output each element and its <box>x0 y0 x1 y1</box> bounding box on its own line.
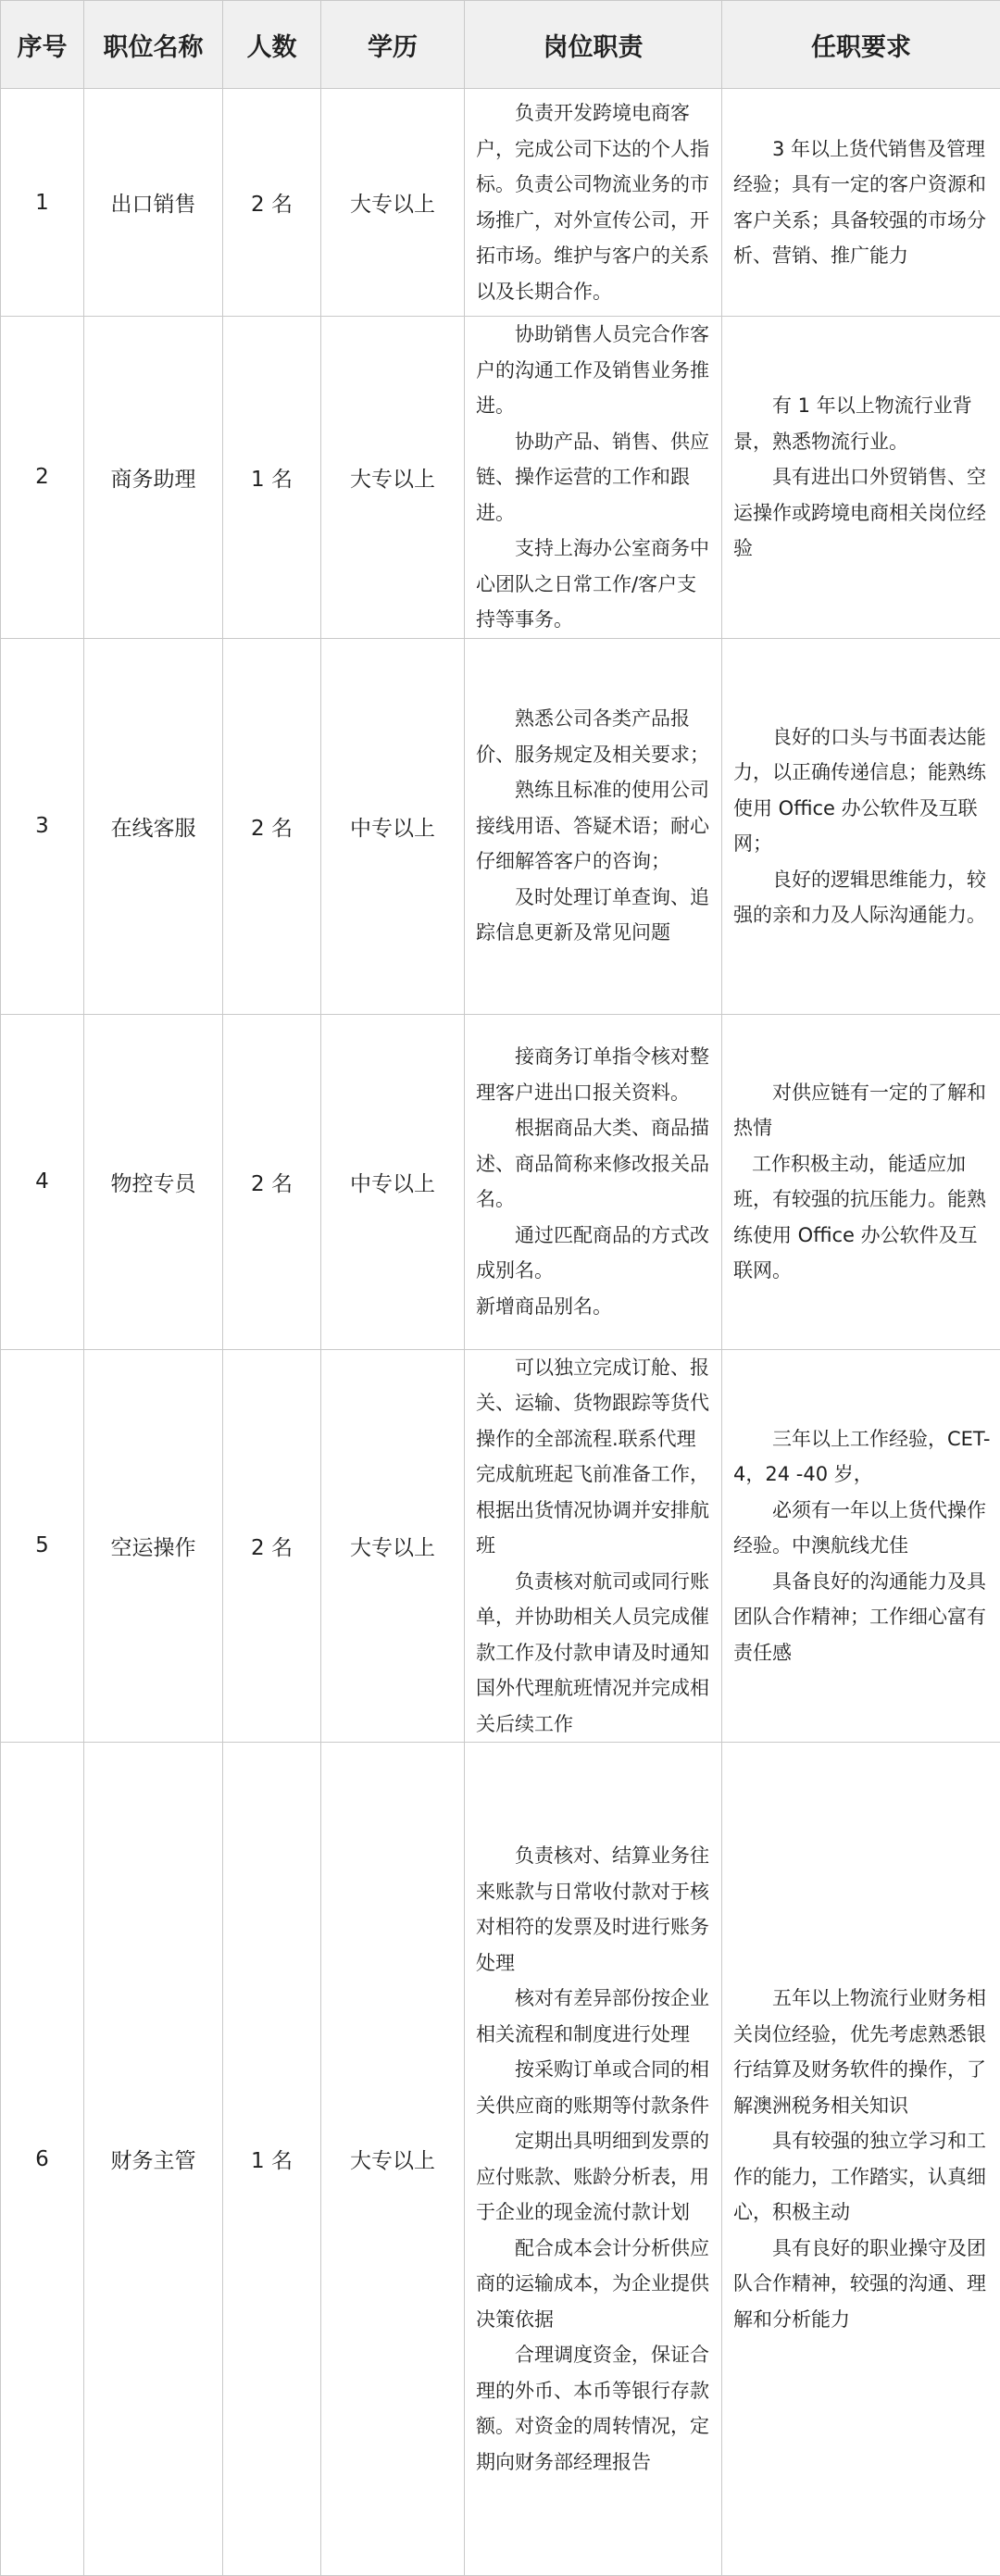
duties-cell <box>465 317 722 639</box>
duty-line: 可以独立完成订舱、报关、运输、货物跟踪等货代操作的全部流程.联系代理完成航班起飞前准备工作，根据出货情况协调并安排航班 <box>476 1350 712 1564</box>
duty-line: 定期出具明细到发票的应付账款、账龄分析表，用于企业的现金流付款计划 <box>476 2123 712 2231</box>
duty-line: 负责核对航司或同行账单，并协助相关人员完成催款工作及付款申请及时通知国外代理航班情况并完成相关后续工作 <box>476 1564 712 1743</box>
education: 大专以上 <box>321 89 465 317</box>
requirement-line: 良好的逻辑思维能力，较强的亲和力及人际沟通能力。 <box>733 862 991 933</box>
header-no: 序号 <box>1 1 84 89</box>
job-title: 商务助理 <box>84 317 223 639</box>
requirement-line: 具有较强的独立学习和工作的能力，工作踏实，认真细心，积极主动 <box>733 2123 991 2231</box>
education: 大专以上 <box>321 1349 465 1743</box>
duty-line: 根据商品大类、商品描述、商品简称来修改报关品名。 <box>476 1110 712 1218</box>
header-education: 学历 <box>321 1 465 89</box>
row-number: 5 <box>1 1349 84 1743</box>
duty-line: 按采购订单或合同的相关供应商的账期等付款条件 <box>476 2052 712 2123</box>
requirement-line: 具有良好的职业操守及团队合作精神，较强的沟通、理解和分析能力 <box>733 2231 991 2338</box>
header-requirements: 任职要求 <box>722 1 1000 89</box>
row-number: 3 <box>1 638 84 1014</box>
job-title: 在线客服 <box>84 638 223 1014</box>
duty-line: 合理调度资金，保证合理的外币、本币等银行存款额。对资金的周转情况，定期向财务部经理报告 <box>476 2337 712 2480</box>
duties-cell <box>465 638 722 1014</box>
header-row <box>1 1 1000 89</box>
duty-line: 负责核对、结算业务往来账款与日常收付款对于核对相符的发票及时进行账务处理 <box>476 1838 712 1981</box>
row-number: 6 <box>1 1743 84 2576</box>
table-row <box>1 1014 1000 1349</box>
duty-line: 新增商品别名。 <box>476 1289 712 1325</box>
header-title: 职位名称 <box>84 1 223 89</box>
headcount: 2 名 <box>223 638 321 1014</box>
table-row <box>1 89 1000 317</box>
requirements-cell <box>722 317 1000 639</box>
headcount: 2 名 <box>223 1349 321 1743</box>
requirement-line: 对供应链有一定的了解和热情 <box>733 1075 991 1146</box>
education: 中专以上 <box>321 1014 465 1349</box>
table-row <box>1 1743 1000 2576</box>
job-title: 空运操作 <box>84 1349 223 1743</box>
duty-line: 核对有差异部份按企业相关流程和制度进行处理 <box>476 1981 712 2052</box>
duty-line: 接商务订单指令核对整理客户进出口报关资料。 <box>476 1039 712 1110</box>
duty-line: 熟练且标准的使用公司接线用语、答疑术语；耐心仔细解答客户的咨询； <box>476 772 712 880</box>
row-number: 2 <box>1 317 84 639</box>
headcount: 2 名 <box>223 89 321 317</box>
duties-cell <box>465 1014 722 1349</box>
header-duties: 岗位职责 <box>465 1 722 89</box>
duty-line: 协助销售人员完合作客户的沟通工作及销售业务推进。 <box>476 317 712 424</box>
duty-line: 负责开发跨境电商客户，完成公司下达的个人指标。负责公司物流业务的市场推广，对外宣传公司，开拓市场。维护与客户的关系以及长期合作。 <box>476 95 712 309</box>
requirement-line: 有 1 年以上物流行业背景，熟悉物流行业。 <box>733 388 991 459</box>
duty-line: 配合成本会计分析供应商的运输成本，为企业提供决策依据 <box>476 2231 712 2338</box>
requirement-line: 良好的口头与书面表达能力，以正确传递信息；能熟练使用 Office 办公软件及互联网； <box>733 719 991 862</box>
requirement-line: 具备良好的沟通能力及具团队合作精神；工作细心富有责任感 <box>733 1564 991 1671</box>
header-count: 人数 <box>223 1 321 89</box>
requirements-cell <box>722 89 1000 317</box>
headcount: 1 名 <box>223 317 321 639</box>
duty-line: 及时处理订单查询、追踪信息更新及常见问题 <box>476 880 712 951</box>
education: 中专以上 <box>321 638 465 1014</box>
table-row <box>1 1349 1000 1743</box>
requirement-line: 3 年以上货代销售及管理经验；具有一定的客户资源和客户关系；具备较强的市场分析、营销、推广能力 <box>733 131 991 274</box>
education: 大专以上 <box>321 317 465 639</box>
duty-line: 协助产品、销售、供应链、操作运营的工作和跟进。 <box>476 424 712 531</box>
requirement-line: 五年以上物流行业财务相关岗位经验，优先考虑熟悉银行结算及财务软件的操作，了解澳洲税务相关知识 <box>733 1981 991 2123</box>
table-row <box>1 638 1000 1014</box>
headcount: 2 名 <box>223 1014 321 1349</box>
job-title: 财务主管 <box>84 1743 223 2576</box>
requirements-cell <box>722 638 1000 1014</box>
duty-line: 熟悉公司各类产品报价、服务规定及相关要求； <box>476 701 712 772</box>
requirement-line: 工作积极主动，能适应加班，有较强的抗压能力。能熟练使用 Office 办公软件及互联网。 <box>733 1146 991 1289</box>
requirement-line: 具有进出口外贸销售、空运操作或跨境电商相关岗位经验 <box>733 459 991 567</box>
row-number: 4 <box>1 1014 84 1349</box>
job-title: 物控专员 <box>84 1014 223 1349</box>
requirements-cell <box>722 1349 1000 1743</box>
requirement-line: 必须有一年以上货代操作经验。中澳航线尤佳 <box>733 1493 991 1564</box>
requirements-cell <box>722 1014 1000 1349</box>
headcount: 1 名 <box>223 1743 321 2576</box>
table-row <box>1 317 1000 639</box>
education: 大专以上 <box>321 1743 465 2576</box>
duty-line: 支持上海办公室商务中心团队之日常工作/客户支持等事务。 <box>476 531 712 638</box>
duties-cell <box>465 1743 722 2576</box>
row-number: 1 <box>1 89 84 317</box>
duty-line: 通过匹配商品的方式改成别名。 <box>476 1218 712 1289</box>
requirement-line: 三年以上工作经验，CET-4，24 -40 岁， <box>733 1421 991 1493</box>
requirements-cell <box>722 1743 1000 2576</box>
duties-cell <box>465 1349 722 1743</box>
job-title: 出口销售 <box>84 89 223 317</box>
duties-cell <box>465 89 722 317</box>
